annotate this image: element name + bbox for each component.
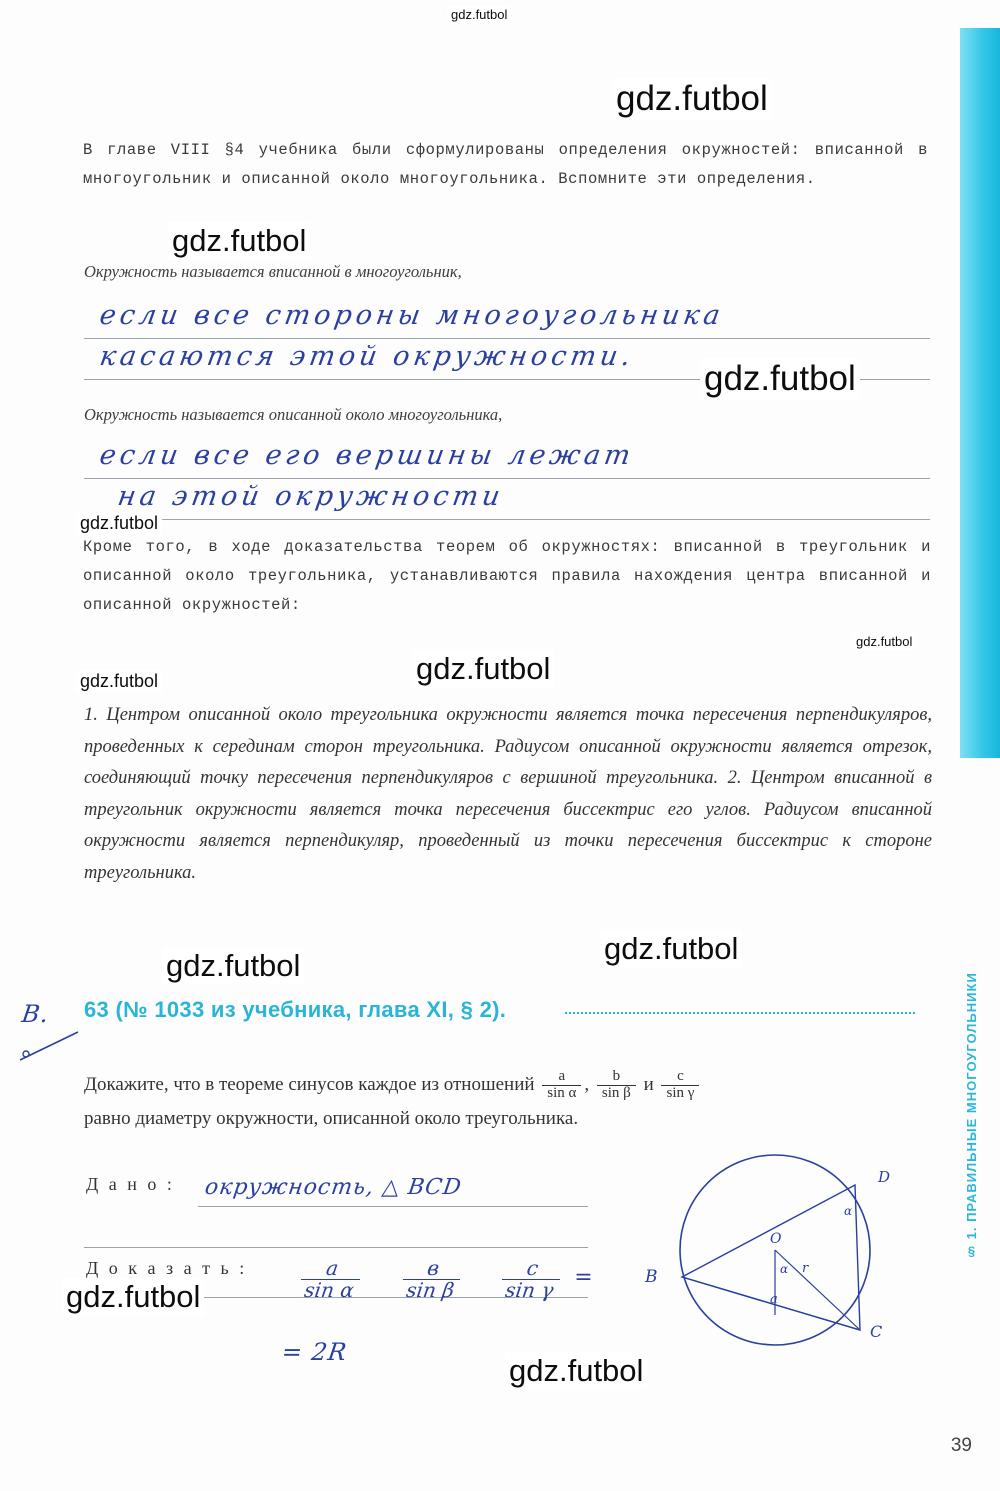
label-alpha-top: α — [844, 1204, 853, 1218]
watermark-6: gdz.futbol — [852, 633, 916, 650]
geometry-figure — [630, 1140, 950, 1365]
intro-paragraph: В главе VIII §4 учебника были сформулированы определения окружностей: вписанной в многоугольник и описанной около многоугольника. Вспомните эти определения. — [83, 141, 928, 188]
definition-circumscribed-lead: Окружность называется описанной около многоугольника, — [84, 405, 503, 424]
handwritten-fraction-3: $\frac{c}{\text{sin γ}}$ — [499, 1258, 563, 1301]
handwritten-answer-circumscribed-1: если все его вершины лежат — [97, 440, 637, 471]
triangle-bcd — [682, 1185, 860, 1330]
handwritten-answer-circumscribed-2: на этой окружности — [115, 481, 507, 512]
handwritten-fraction-1: $\frac{a}{\text{sin α}}$ — [298, 1258, 363, 1301]
moreover-paragraph: Кроме того, в ходе доказательства теорем об окружностях: вписанной в треугольник и описанной около треугольника, устанавливаются правила нахождения центра вписанной и описанной окружностей: — [83, 538, 931, 614]
rule-item-2: 2. Центром вписанной в треугольник окружности является точка пересечения биссектрис его углов. Радиусом вписанной окружности является перпендикуляр, проведенный из точки пересечения биссектрис к стороне треугольника. — [84, 768, 932, 883]
label-b: B — [645, 1267, 658, 1287]
fraction-b-sinb: $\frac{b}{\text{sin β}}$ — [597, 1069, 636, 1102]
handwritten-prove-fractions — [298, 1258, 593, 1301]
fraction-a-sina: $\frac{a}{\text{sin α}}$ — [542, 1069, 581, 1102]
prove-label: Д о к а з а т ь : — [86, 1258, 248, 1278]
watermark-4: gdz.futbol — [700, 358, 860, 400]
page-number: 39 — [950, 1435, 972, 1456]
label-a: a — [770, 1292, 778, 1307]
watermark-10: gdz.futbol — [600, 930, 742, 968]
watermark-1: gdz.futbol — [447, 6, 511, 23]
definition-inscribed-lead: Окружность называется вписанной в многоугольник, — [84, 262, 462, 281]
handwritten-equals: = — [574, 1265, 593, 1290]
handwritten-fraction-2: $\frac{в}{\text{sin β}}$ — [400, 1258, 464, 1301]
watermark-7: gdz.futbol — [76, 670, 162, 693]
writing-rule — [84, 478, 930, 479]
handwritten-answer-inscribed-2: касаются этой окружности. — [97, 341, 637, 372]
task-heading-dots — [565, 1012, 915, 1014]
label-r: r — [802, 1261, 809, 1276]
watermark-5: gdz.futbol — [76, 512, 162, 535]
watermark-11: gdz.futbol — [62, 1278, 204, 1316]
rules-block — [84, 700, 932, 889]
label-c: C — [870, 1322, 883, 1341]
writing-rule — [84, 519, 930, 520]
fraction-c-sinc: $\frac{c}{\text{sin γ}}$ — [661, 1069, 699, 1102]
given-label: Д а н о : — [86, 1174, 175, 1194]
circle-triangle-diagram — [630, 1140, 950, 1360]
handwritten-prove-result: = 2R — [280, 1338, 350, 1366]
handwritten-answer-inscribed-1: если все стороны многоугольника — [97, 300, 727, 331]
margin-mark: В. — [20, 1000, 52, 1028]
task-text-after: равно диаметру окружности, описанной около треугольника. — [84, 1108, 579, 1129]
watermark-12: gdz.futbol — [505, 1352, 647, 1390]
writing-rule — [198, 1206, 588, 1207]
label-alpha-center: α — [780, 1262, 789, 1276]
rule-item-1: 1. Центром описанной около треугольника окружности является точка пересечения перпендикуляров, проведенных к серединам сторон треугольника. Радиусом описанной окружности является отрезок, соединяющий точку пересечения перпендикуляров с вершиной треугольника. — [84, 705, 932, 788]
fraction-separator-2: и — [643, 1074, 654, 1095]
label-d: D — [878, 1168, 891, 1186]
writing-rule — [84, 1247, 588, 1248]
watermark-2: gdz.futbol — [612, 78, 772, 120]
handwritten-given-answer: окружность, △ ВСD — [203, 1175, 464, 1200]
margin-check-stroke — [18, 1030, 88, 1070]
task-text-before: Докажите, что в теореме синусов каждое из отношений — [84, 1074, 535, 1095]
task-body — [84, 1068, 934, 1136]
watermark-8: gdz.futbol — [412, 650, 554, 688]
writing-rule — [84, 338, 930, 339]
fraction-separator-1: , — [584, 1074, 590, 1095]
label-o: O — [770, 1231, 782, 1247]
task-heading: 63 (№ 1033 из учебника, глава XI, § 2). — [84, 997, 507, 1022]
watermark-3: gdz.futbol — [168, 222, 310, 260]
section-tab-label: § 1. ПРАВИЛЬНЫЕ МНОГОУГОЛЬНИКИ — [964, 972, 979, 1260]
section-tab-bar — [960, 28, 1000, 758]
watermark-9: gdz.futbol — [162, 947, 304, 985]
